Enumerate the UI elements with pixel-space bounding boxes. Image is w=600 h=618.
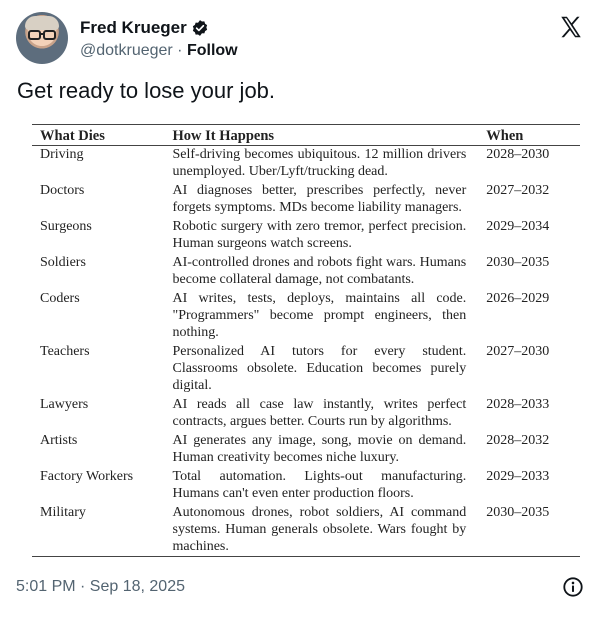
- display-name[interactable]: Fred Krueger: [80, 18, 187, 37]
- avatar-hair: [25, 16, 59, 30]
- avatar-glasses: [28, 30, 56, 40]
- table-row: [32, 396, 580, 432]
- timestamp[interactable]: 5:01 PM · Sep 18, 2025: [16, 578, 185, 595]
- tweet-footer: [16, 576, 584, 600]
- row-what: Lawyers: [40, 397, 89, 412]
- handle[interactable]: @dotkrueger: [80, 42, 173, 59]
- handle-separator: ·: [172, 42, 187, 59]
- table-row: [32, 432, 580, 468]
- row-what: Artists: [40, 433, 78, 448]
- row-when: 2028–2033: [486, 397, 550, 412]
- tweet-text: Get ready to lose your job.: [17, 78, 276, 103]
- row-how: AI reads all case law instantly, writes perfect contracts, argues better. Courts run by algorithms.: [172, 397, 467, 429]
- table-row: [32, 290, 580, 343]
- row-how: AI generates any image, song, movie on demand. Human creativity becomes niche luxury.: [172, 433, 467, 465]
- row-how: Robotic surgery with zero tremor, perfect precision. Human surgeons watch screens.: [172, 219, 467, 251]
- tweet-header: [16, 12, 584, 68]
- row-when: 2027–2030: [486, 344, 550, 359]
- header-when: When: [478, 125, 580, 146]
- header-what-dies: What Dies: [32, 125, 165, 146]
- row-what: Factory Workers: [40, 469, 134, 484]
- row-how: Total automation. Lights-out manufacturing. Humans can't even enter production floors.: [172, 469, 467, 501]
- row-what: Teachers: [40, 344, 90, 359]
- name-row: [80, 18, 209, 38]
- row-what: Soldiers: [40, 255, 86, 270]
- row-how: Autonomous drones, robot soldiers, AI command systems. Human generals obsolete. Wars fought by machines.: [165, 504, 479, 557]
- row-how: AI-controlled drones and robots fight wars. Humans become collateral damage, not combatants.: [172, 255, 467, 287]
- row-when: 2027–2032: [486, 183, 550, 198]
- row-what: Driving: [40, 147, 84, 162]
- row-how: AI writes, tests, deploys, maintains all code. "Programmers" become prompt engineers, then nothing.: [172, 291, 467, 340]
- avatar[interactable]: [16, 12, 68, 64]
- row-how: Self-driving becomes ubiquitous. 12 million drivers unemployed. Uber/Lyft/trucking dead.: [172, 147, 467, 179]
- row-when: 2030–2035: [486, 255, 550, 270]
- table-row: [32, 504, 580, 557]
- table-row: [32, 468, 580, 504]
- row-when: 2030–2035: [478, 504, 580, 557]
- info-icon[interactable]: [562, 576, 584, 598]
- table-row: [32, 254, 580, 290]
- verified-badge-icon: [191, 19, 209, 37]
- row-what: Coders: [40, 291, 80, 306]
- table-header-row: [32, 125, 580, 146]
- row-what: Doctors: [40, 183, 85, 198]
- row-when: 2028–2032: [486, 433, 550, 448]
- table-row: [32, 218, 580, 254]
- table-row: [32, 343, 580, 396]
- job-table: [32, 124, 580, 557]
- follow-button[interactable]: Follow: [186, 42, 238, 59]
- table-row: [32, 146, 580, 183]
- tweet-image-table[interactable]: [32, 124, 580, 557]
- x-logo-icon[interactable]: [558, 14, 584, 40]
- handle-row: [80, 42, 238, 60]
- table-row: [32, 182, 580, 218]
- header-how-it-happens: How It Happens: [165, 125, 479, 146]
- row-when: 2028–2030: [486, 147, 550, 162]
- row-how: Personalized AI tutors for every student. Classrooms obsolete. Education becomes purely digital.: [172, 344, 467, 393]
- row-what: Military: [32, 504, 165, 557]
- row-when: 2026–2029: [486, 291, 550, 306]
- row-what: Surgeons: [40, 219, 92, 234]
- row-how: AI diagnoses better, prescribes perfectly, never forgets symptoms. MDs become liability managers.: [172, 183, 467, 215]
- row-when: 2029–2034: [486, 219, 550, 234]
- row-when: 2029–2033: [486, 469, 550, 484]
